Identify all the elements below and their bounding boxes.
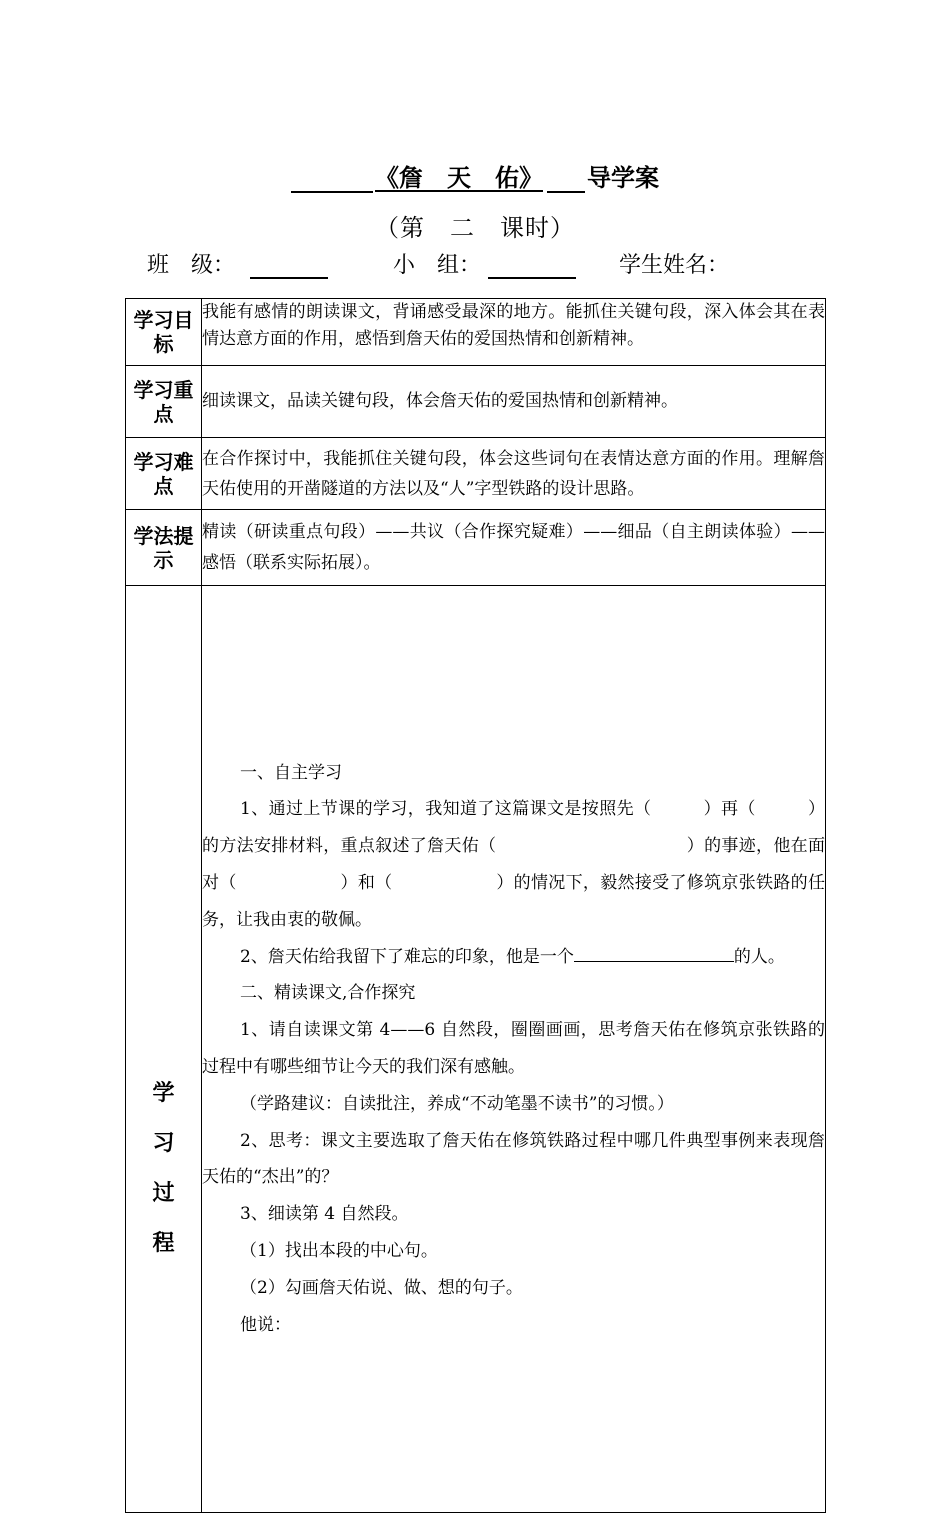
exercise-4: 2、思考：课文主要选取了詹天佑在修筑铁路过程中哪几件典型事例来表现詹天佑的“杰出”的？ — [202, 1130, 825, 1188]
lesson-period: （第 二 课时） — [375, 214, 575, 242]
guide-table — [125, 298, 826, 1513]
document-title — [0, 158, 950, 193]
class-label: 班 级： — [147, 253, 236, 278]
section-heading-self-study: 一、自主学习 — [240, 762, 342, 783]
sub-question-1: （1）找出本段的中心句。 — [240, 1240, 438, 1261]
row-header-process — [126, 586, 202, 1513]
process-char: 学 — [152, 1081, 175, 1106]
row-header-difficulty: 学习难点 — [126, 438, 202, 510]
row-content-process — [202, 586, 826, 1513]
exercise-2 — [202, 939, 825, 976]
title-suffix: 导学案 — [587, 164, 659, 192]
class-blank[interactable] — [250, 255, 328, 279]
table-row — [126, 586, 826, 1513]
row-header-key-point: 学习重点 — [126, 366, 202, 438]
row-content-difficulty: 在合作探讨中，我能抓住关键句段，体会这些词句在表情达意方面的作用。理解詹天佑使用的开凿隧道的方法以及“人”字型铁路的设计思路。 — [202, 438, 826, 510]
row-content-goal: 我能有感情的朗读课文，背诵感受最深的地方。能抓住关键句段，深入体会其在表情达意方面的作用，感悟到詹天佑的爱国热情和创新精神。 — [202, 299, 826, 366]
exercise-2-end: 的人。 — [733, 946, 785, 967]
title-underline-right — [547, 165, 585, 193]
title-underline-left — [291, 165, 373, 193]
answer-blank[interactable] — [574, 941, 734, 962]
process-char: 习 — [152, 1131, 175, 1156]
exercise-3: 1、请自读课文第 4——6 自然段，圈圈画画，思考詹天佑在修筑京张铁路的过程中有哪些细节让今天的我们深有感触。 — [202, 1020, 825, 1077]
row-content-method: 精读（研读重点句段）——共议（合作探究疑难）——细品（自主朗读体验）——感悟（联系实际拓展）。 — [202, 510, 826, 586]
exercise-5: 3、细读第 4 自然段。 — [240, 1204, 409, 1225]
student-name-label: 学生姓名： — [619, 253, 730, 278]
table-row — [126, 438, 826, 510]
table-row — [126, 366, 826, 438]
exercise-1: 1、通过上节课的学习，我知道了这篇课文是按照先（ ）再（ ）的方法安排材料，重点叙述了詹天佑（ ）的事迹，他在面对（ ）和（ ）的情况下，毅然接受了修筑京张铁路的任务，让我由衷的敬佩。 — [202, 799, 825, 930]
table-row — [126, 299, 826, 366]
row-header-goal: 学习目标 — [126, 299, 202, 366]
exercise-2-text: 2、詹天佑给我留下了难忘的印象，他是一个 — [240, 946, 574, 967]
he-said-prompt: 他说： — [240, 1314, 291, 1335]
student-info-line — [147, 248, 729, 279]
group-label: 小 组： — [393, 253, 482, 278]
row-header-method: 学法提示 — [126, 510, 202, 586]
row-content-key-point: 细读课文，品读关键句段，体会詹天佑的爱国热情和创新精神。 — [202, 366, 826, 438]
lesson-name: 《詹 天 佑》 — [375, 164, 543, 192]
process-char: 过 — [152, 1181, 175, 1206]
reading-tip: （学路建议：自读批注，养成“不动笔墨不读书”的习惯。） — [240, 1093, 674, 1114]
group-blank[interactable] — [488, 255, 576, 279]
table-row — [126, 510, 826, 586]
process-char: 程 — [152, 1231, 175, 1256]
section-heading-close-reading: 二、精读课文,合作探究 — [240, 983, 416, 1004]
sub-question-2: （2）勾画詹天佑说、做、想的句子。 — [240, 1277, 523, 1298]
